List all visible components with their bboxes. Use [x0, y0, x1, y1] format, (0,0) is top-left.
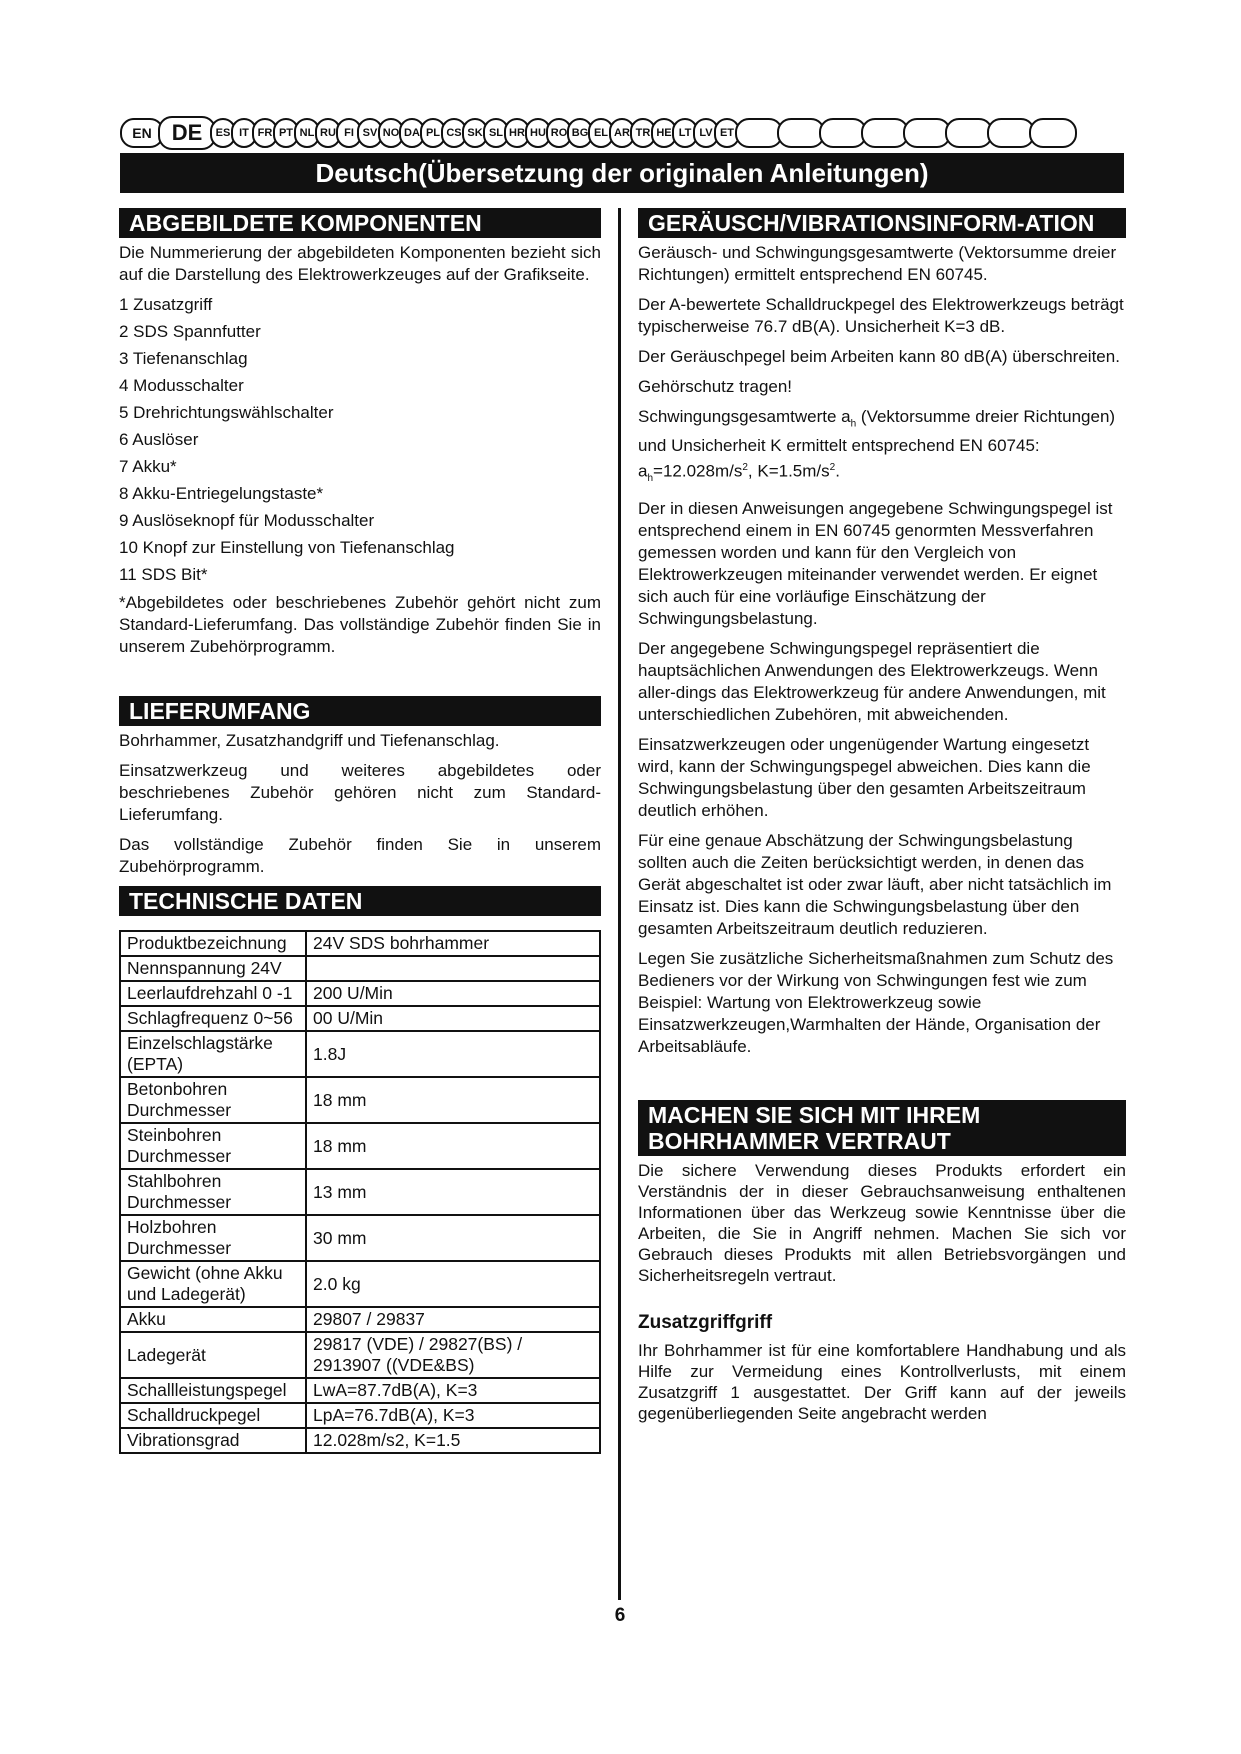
- lang-tab[interactable]: ET: [714, 118, 740, 148]
- table-row: [120, 1031, 600, 1077]
- subscript: h: [647, 473, 654, 485]
- lang-tab[interactable]: HU: [525, 118, 551, 148]
- delivery-heading: LIEFERUMFANG: [119, 696, 601, 726]
- noise-text-10: Legen Sie zusätzliche Sicherheitsmaßnahmen zum Schutz des Bedieners vor der Wirkung von Schwingungen fest wie zum Beispiel: Wartung von Elektrowerkzeug sowie Einsatzwerkzeugen,Warmhalten der Hände, Organisation der Arbeitsabläufe.: [638, 949, 1114, 1057]
- table-key: Schalldruckpegel: [120, 1403, 306, 1428]
- table-value: 2.0 kg: [306, 1261, 600, 1307]
- table-row: [120, 1307, 600, 1332]
- table-key: Schallleistungspegel: [120, 1378, 306, 1403]
- right-column: [638, 208, 1126, 1432]
- lang-tab[interactable]: TR: [630, 118, 656, 148]
- superscript: 2: [742, 462, 748, 474]
- table-value: 12.028m/s2, K=1.5: [306, 1428, 600, 1453]
- familiar-text-2: Ihr Bohrhammer ist für eine komfortablere Handhabung und als Hilfe zur Vermeidung eines Kontrollverlusts, mit einem Zusatzgriff 1 ausgestattet. Der Griff kann auf der jeweils gegenüberliegenden Seite angebracht werden: [638, 1341, 1126, 1424]
- lang-tab[interactable]: IT: [231, 118, 257, 148]
- table-key: Gewicht (ohne Akku und Ladegerät): [120, 1261, 306, 1307]
- list-item: 6 Auslöser: [119, 430, 199, 449]
- components-heading: ABGEBILDETE KOMPONENTEN: [119, 208, 601, 238]
- table-row: [120, 1378, 600, 1403]
- table-value: 24V SDS bohrhammer: [306, 931, 600, 956]
- noise-heading: GERÄUSCH/VIBRATIONSINFORM-ATION: [638, 208, 1126, 238]
- table-row: [120, 981, 600, 1006]
- techdata-table: [119, 930, 601, 1454]
- text-run: (Vektorsumme dreier Richtungen) und Unsicherheit K ermittelt entsprechend EN 60745: a: [638, 407, 1116, 482]
- lang-tab-empty[interactable]: [777, 118, 825, 148]
- lang-tab[interactable]: FR: [252, 118, 278, 148]
- noise-text-4: Gehörschutz tragen!: [638, 377, 793, 396]
- table-row: [120, 1215, 600, 1261]
- table-row: [120, 1169, 600, 1215]
- lang-tab[interactable]: SV: [357, 118, 383, 148]
- delivery-text-3: Das vollständige Zubehör finden Sie in unserem Zubehörprogramm.: [119, 835, 601, 876]
- noise-text-8: Einsatzwerkzeugen oder ungenügender Wartung eingesetzt wird, kann der Schwingungspegel abweichen. Dies kann die Schwingungsbelastung über den gesamten Arbeitszeitraum deutlich erhöhen.: [638, 735, 1091, 821]
- table-value: 18 mm: [306, 1077, 600, 1123]
- list-item: 4 Modusschalter: [119, 376, 244, 395]
- table-key: Vibrationsgrad: [120, 1428, 306, 1453]
- table-value: 1.8J: [306, 1031, 600, 1077]
- table-key: Steinbohren Durchmesser: [120, 1123, 306, 1169]
- table-value: 18 mm: [306, 1123, 600, 1169]
- lang-tab[interactable]: CS: [441, 118, 467, 148]
- lang-tab-empty[interactable]: [1029, 118, 1077, 148]
- text-run: .: [835, 462, 840, 482]
- table-key: Leerlaufdrehzahl 0 -1: [120, 981, 306, 1006]
- lang-tab[interactable]: ES: [210, 118, 236, 148]
- document-title: Deutsch(Übersetzung der originalen Anleitungen): [120, 153, 1124, 193]
- table-value: LpA=76.7dB(A), K=3: [306, 1403, 600, 1428]
- table-value: 13 mm: [306, 1169, 600, 1215]
- table-key: Schlagfrequenz 0~56: [120, 1006, 306, 1031]
- lang-tab[interactable]: DA: [399, 118, 425, 148]
- noise-text-5: [638, 406, 1126, 490]
- subheading: Zusatzgriffgriff: [638, 1312, 773, 1334]
- table-value: 29817 (VDE) / 29827(BS) / 2913907 ((VDE&BS): [306, 1332, 600, 1378]
- familiar-heading: MACHEN SIE SICH MIT IHREM BOHRHAMMER VERTRAUT: [638, 1100, 1126, 1156]
- table-row: [120, 1123, 600, 1169]
- subscript: h: [850, 418, 857, 430]
- list-item: 11 SDS Bit*: [119, 565, 208, 584]
- lang-tab-empty[interactable]: [861, 118, 909, 148]
- techdata-heading: TECHNISCHE DATEN: [119, 886, 601, 916]
- left-column: [119, 208, 601, 1454]
- lang-tab-empty[interactable]: [735, 118, 783, 148]
- text-run: =12.028m/s: [653, 462, 743, 482]
- familiar-text-1: Die sichere Verwendung dieses Produkts erfordert ein Verständnis der in dieser Gebrauchsanweisung enthaltenen Informationen über das Werkzeug sowie Kenntnisse über die Arbeiten, die Sie in Angriff nehmen. Machen Sie sich vor Gebrauch dieses Produkts mit allen Betriebsvorgängen und Sicherheitsregeln vertraut.: [638, 1161, 1126, 1286]
- table-key: Einzelschlagstärke (EPTA): [120, 1031, 306, 1077]
- list-item: 1 Zusatzgriff: [119, 295, 213, 314]
- table-row: [120, 1077, 600, 1123]
- table-key: Nennspannung 24V: [120, 956, 306, 981]
- lang-tab-active[interactable]: DE: [158, 116, 216, 150]
- lang-tab[interactable]: SL: [483, 118, 509, 148]
- table-row: [120, 1006, 600, 1031]
- lang-tab[interactable]: PL: [420, 118, 446, 148]
- table-row: [120, 1261, 600, 1307]
- table-key: Holzbohren Durchmesser: [120, 1215, 306, 1261]
- table-value: [306, 956, 600, 981]
- lang-tab-empty[interactable]: [819, 118, 867, 148]
- table-row: [120, 931, 600, 956]
- table-value: 200 U/Min: [306, 981, 600, 1006]
- table-key: Betonbohren Durchmesser: [120, 1077, 306, 1123]
- text-run: , K=1.5m/s: [747, 462, 830, 482]
- lang-tab[interactable]: HE: [651, 118, 677, 148]
- list-item: 9 Auslöseknopf für Modusschalter: [119, 511, 375, 530]
- lang-tab[interactable]: PT: [273, 118, 299, 148]
- lang-tab[interactable]: NL: [294, 118, 320, 148]
- list-item: 5 Drehrichtungswählschalter: [119, 403, 334, 422]
- noise-text-1: Geräusch- und Schwingungsgesamtwerte (Vektorsumme dreier Richtungen) ermittelt entsprechend EN 60745.: [638, 243, 1117, 284]
- lang-tab-first[interactable]: EN: [120, 118, 164, 148]
- table-key: Ladegerät: [120, 1332, 306, 1378]
- list-item: 8 Akku-Entriegelungstaste*: [119, 484, 324, 503]
- table-value: 00 U/Min: [306, 1006, 600, 1031]
- lang-tab[interactable]: LV: [693, 118, 719, 148]
- delivery-text-2: Einsatzwerkzeug und weiteres abgebildetes oder beschriebenes Zubehör gehören nicht zum Standard-Lieferumfang.: [119, 761, 601, 824]
- delivery-text-1: Bohrhammer, Zusatzhandgriff und Tiefenanschlag.: [119, 731, 500, 750]
- lang-tab-empty[interactable]: [903, 118, 951, 148]
- language-tab-bar: [120, 118, 1124, 148]
- lang-tab[interactable]: RU: [315, 118, 341, 148]
- page-number: 6: [614, 1605, 626, 1626]
- noise-text-6: Der in diesen Anweisungen angegebene Schwingungspegel ist entsprechend einem in EN 60745 genormten Messverfahren gemessen worden und kann für den Vergleich von Elektrowerkzeugen miteinander verwendet werden. Er eignet sich auch für eine vorläufige Einschätzung der Schwingungsbelastung.: [638, 499, 1113, 629]
- text-run: Schwingungsgesamtwerte a: [638, 407, 851, 426]
- lang-tab[interactable]: NO: [378, 118, 404, 148]
- lang-tab[interactable]: LT: [672, 118, 698, 148]
- noise-text-9: Für eine genaue Abschätzung der Schwingungsbelastung sollten auch die Zeiten berücksichtigt werden, in denen das Gerät abgeschaltet ist oder zwar läuft, aber nicht tatsächlich im Einsatz ist. Dies kann die Schwingungsbelastung über den gesamten Arbeitszeitraum deutlich reduzieren.: [638, 831, 1112, 939]
- table-value: 30 mm: [306, 1215, 600, 1261]
- list-item: 3 Tiefenanschlag: [119, 349, 248, 368]
- list-item: 10 Knopf zur Einstellung von Tiefenanschlag: [119, 538, 455, 557]
- lang-tab[interactable]: AR: [609, 118, 635, 148]
- lang-tab[interactable]: SK: [462, 118, 488, 148]
- lang-tab[interactable]: RO: [546, 118, 572, 148]
- lang-tab[interactable]: EL: [588, 118, 614, 148]
- lang-tab[interactable]: FI: [336, 118, 362, 148]
- components-note: *Abgebildetes oder beschriebenes Zubehör gehört nicht zum Standard-Lieferumfang. Das vollständige Zubehör finden Sie in unserem Zubehörprogramm.: [119, 593, 601, 656]
- components-list: [119, 294, 601, 586]
- noise-text-7: Der angegebene Schwingungspegel repräsentiert die hauptsächlichen Anwendungen des Elektrowerkzeugs. Wenn aller-dings das Elektrowerkzeug für andere Anwendungen, mit unterschiedlichen Zubehören, mit abweichenden.: [638, 639, 1106, 725]
- table-row: [120, 1428, 600, 1453]
- superscript: 2: [829, 462, 836, 474]
- components-intro: Die Nummerierung der abgebildeten Komponenten bezieht sich auf die Darstellung des Elektrowerkzeuges auf der Grafikseite.: [119, 243, 601, 284]
- lang-tab-empty[interactable]: [945, 118, 993, 148]
- table-key: Stahlbohren Durchmesser: [120, 1169, 306, 1215]
- table-key: Produktbezeichnung: [120, 931, 306, 956]
- table-row: [120, 956, 600, 981]
- table-value: LwA=87.7dB(A), K=3: [306, 1378, 600, 1403]
- table-row: [120, 1332, 600, 1378]
- lang-tab[interactable]: HR: [504, 118, 530, 148]
- list-item: 2 SDS Spannfutter: [119, 322, 261, 341]
- table-key: Akku: [120, 1307, 306, 1332]
- lang-tab[interactable]: BG: [567, 118, 593, 148]
- column-divider: [618, 208, 621, 1600]
- noise-text-2: Der A-bewertete Schalldruckpegel des Elektrowerkzeugs beträgt typischerweise 76.7 dB(A). Unsicherheit K=3 dB.: [638, 295, 1124, 336]
- list-item: 7 Akku*: [119, 457, 177, 476]
- lang-tab-empty[interactable]: [987, 118, 1035, 148]
- noise-text-3: Der Geräuschpegel beim Arbeiten kann 80 dB(A) überschreiten.: [638, 347, 1120, 366]
- table-row: [120, 1403, 600, 1428]
- table-value: 29807 / 29837: [306, 1307, 600, 1332]
